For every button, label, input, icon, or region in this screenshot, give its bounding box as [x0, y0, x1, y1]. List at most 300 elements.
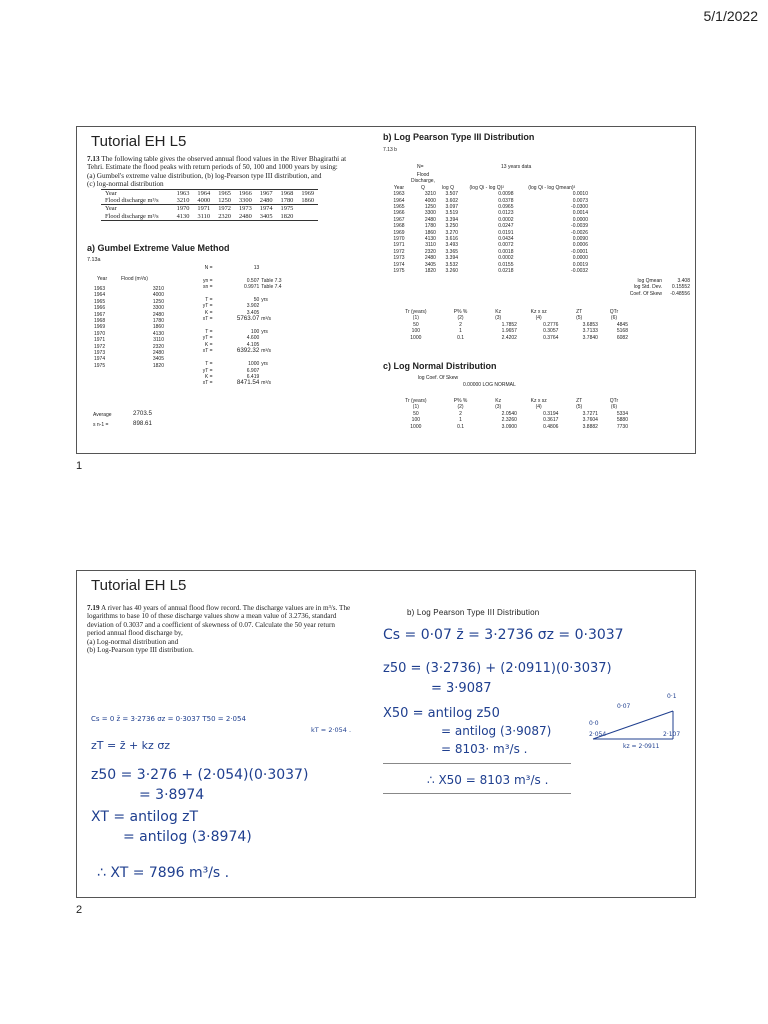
table-cell: (2): [457, 404, 464, 411]
table-cell: Year: [105, 190, 117, 197]
table-cell: 1967: [393, 216, 405, 223]
table-cell: 100: [250, 329, 260, 336]
table-cell: 4000: [197, 197, 211, 205]
table-cell: 0.0002: [498, 216, 514, 223]
table-cell: 1820: [280, 212, 294, 220]
table-cell: 3.616: [445, 236, 459, 243]
table-cell: N =: [204, 265, 213, 271]
table-cell: 50: [253, 297, 260, 304]
table-cell: 1964: [197, 190, 211, 197]
table-cell: 2480: [238, 212, 252, 220]
std-label: s n-1 =: [93, 422, 109, 428]
table-cell: QTr: [609, 398, 619, 404]
hand-line: Cs = 0 z̄ = 3·2736 σz = 0·3037 T50 = 2·054: [91, 715, 246, 723]
table-cell: 3.365: [445, 248, 459, 255]
table-cell: 3.7133: [582, 328, 598, 335]
table-cell: 1965: [393, 204, 405, 211]
table-cell: (6): [610, 404, 618, 411]
problem-line: deviation of 0.3037 and a coefficient of skewness of 0.07. Calculate the 50 year return: [87, 620, 335, 629]
table-cell: 4130: [152, 330, 164, 337]
table-cell: Kz x sz: [530, 398, 547, 404]
table-cell: Coef. Of Skew: [629, 290, 663, 297]
table-cell: yrs: [261, 329, 268, 336]
problem-line: Tehri. Estimate the flood peaks with return periods of 50, 100 and 1000 years by using:: [87, 163, 338, 172]
table-cell: 3.7604: [582, 417, 598, 424]
problem-line: period annual flood discharge by,: [87, 629, 183, 638]
table-cell: 3.493: [445, 242, 459, 249]
table-cell: xT =: [202, 380, 213, 387]
table-cell: -0.0032: [571, 268, 588, 275]
table-cell: xT =: [202, 316, 213, 323]
table-cell: 0.9971: [243, 284, 260, 291]
n-label: N=: [417, 164, 424, 170]
hand-note: 2·054: [589, 731, 607, 738]
table-cell: 3.394: [445, 255, 459, 262]
table-cell: -0.0300: [571, 204, 588, 211]
table-cell: 1963: [393, 191, 405, 198]
problem-line: A river has 40 years of annual flood flow record. The discharge values are in m³/s. The: [100, 604, 351, 612]
table-cell: (5): [576, 404, 583, 411]
problem-line: logarithms to base 10 of these discharge values show a mean value of 3.2736, standard: [87, 612, 337, 621]
table-cell: 1.9657: [501, 328, 517, 335]
table-cell: 1: [459, 328, 462, 335]
table-cell: K =: [204, 341, 213, 348]
table-cell: P% %: [453, 309, 468, 315]
table-cell: 4000: [152, 292, 164, 299]
table-cell: -0.0039: [571, 223, 588, 230]
table-cell: 2: [459, 321, 462, 328]
table-cell: 1: [459, 417, 462, 424]
lognormal-heading: c) Log Normal Distribution: [383, 361, 497, 371]
table-cell: 0.1: [457, 334, 465, 341]
table-cell: 5168: [616, 328, 628, 335]
table-cell: Tr (years): [405, 398, 427, 404]
table-cell: (1): [412, 404, 419, 411]
table-cell: 4.105: [246, 341, 260, 348]
table-cell: 0.0218: [498, 268, 514, 275]
slide-title: Tutorial EH L5: [91, 577, 187, 594]
table-cell: 3300: [238, 197, 252, 205]
table-cell: -0.0001: [571, 248, 588, 255]
table-cell: 3110: [197, 212, 211, 220]
lp3-table: [389, 172, 589, 275]
table-cell: 1974: [393, 261, 405, 268]
table-row: [101, 213, 318, 221]
table-cell: 1.7852: [501, 321, 517, 328]
table-cell: 1973: [94, 350, 106, 357]
slide-1: [76, 126, 696, 454]
table-cell: T =: [205, 361, 213, 368]
table-cell: QTr: [609, 309, 619, 315]
table-cell: [297, 205, 318, 213]
table-cell: 1969: [301, 190, 315, 197]
lp3-heading: b) Log Pearson Type III Distribution: [407, 608, 540, 617]
table-cell: 5880: [616, 417, 628, 424]
table-cell: [297, 213, 318, 221]
table-cell: Table 7.3: [261, 277, 282, 284]
table-cell: 1966: [94, 305, 106, 312]
table-cell: Flood discharge m³/s: [105, 197, 159, 205]
table-cell: 5763.07: [236, 315, 260, 323]
table-cell: 50: [413, 410, 419, 417]
table-cell: yT =: [202, 367, 213, 374]
problem-text: [87, 155, 377, 189]
table-cell: 3300: [424, 210, 436, 217]
table-cell: 2480: [424, 255, 436, 262]
underline: [383, 793, 571, 794]
table-cell: 3.7840: [582, 334, 598, 341]
table-cell: 1967: [259, 190, 273, 197]
table-cell: 0.0965: [498, 204, 514, 211]
hand-line: ∴ X50 = 8103 m³/s .: [427, 773, 549, 787]
print-date: 5/1/2022: [703, 8, 758, 24]
table-row: [93, 363, 165, 369]
table-cell: (5): [576, 315, 583, 322]
table-cell: 2320: [152, 343, 164, 350]
table-cell: log Qmean: [637, 278, 663, 284]
table-cell: log Q: [442, 184, 454, 191]
table-cell: 0.4806: [543, 423, 559, 430]
table-cell: 0.0018: [498, 248, 514, 255]
table-cell: 3.532: [445, 261, 459, 268]
table-cell: 0.0098: [498, 191, 514, 198]
table-cell: 4000: [424, 197, 436, 204]
table-cell: yrs: [261, 297, 268, 304]
problem-number: 7.13: [87, 155, 100, 163]
table-cell: 0.0073: [572, 197, 588, 204]
table-cell: 50: [413, 321, 419, 328]
hand-note: 0·1: [667, 693, 677, 700]
hand-note: kz = 2·0911: [623, 743, 660, 750]
problem-line: The following table gives the observed annual flood values in the River Bhagirathi at: [101, 155, 347, 163]
table-cell: 1000: [248, 361, 260, 368]
hand-line: kT = 2·054 .: [311, 726, 352, 734]
table-cell: 3110: [153, 337, 164, 344]
table-cell: 3210: [424, 191, 436, 198]
table-cell: 1970: [94, 330, 106, 337]
hand-line: = antilog (3·9087): [441, 724, 552, 738]
interpolation-sketch: [587, 699, 687, 759]
table-cell: 2.4202: [501, 334, 517, 341]
table-cell: ZT: [576, 309, 583, 315]
table-cell: 0.0000: [572, 216, 588, 223]
sheet-label: 7.13a: [87, 257, 101, 263]
table-cell: 2.3260: [501, 417, 517, 424]
table-cell: m³/s: [261, 316, 271, 323]
std-value: 898.61: [133, 420, 152, 427]
table-cell: (3): [495, 404, 502, 411]
table-cell: 3.6853: [582, 321, 598, 328]
table-cell: Kz x sz: [530, 309, 547, 315]
table-cell: 1965: [218, 190, 231, 197]
table-cell: 1966: [393, 210, 405, 217]
table-cell: (4): [535, 315, 542, 322]
data-label: 13 years data: [501, 164, 532, 170]
table-cell: 3.270: [445, 229, 459, 236]
table-cell: 2320: [424, 248, 436, 255]
table-cell: ZT: [576, 398, 583, 404]
hand-line: = 3·9087: [431, 681, 492, 696]
hand-line: X50 = antilog z50: [383, 706, 500, 721]
table-cell: 2480: [152, 350, 164, 357]
table-cell: 3300: [152, 305, 164, 312]
coef-label: log Coef. Of Skew: [417, 375, 459, 381]
table-cell: m³/s: [261, 348, 271, 355]
table-cell: 3.507: [445, 191, 459, 198]
average-value: 2703.5: [133, 410, 152, 417]
sheet-label: 7.13 b: [383, 147, 397, 153]
table-cell: 100: [411, 328, 421, 335]
gumbel-calc-table: [191, 265, 303, 387]
table-cell: 13: [253, 265, 260, 271]
slide-2: [76, 570, 696, 898]
table-cell: 3405: [259, 212, 273, 220]
slide-title: Tutorial EH L5: [91, 133, 187, 150]
table-cell: 1860: [424, 229, 436, 236]
table-cell: 0.0434: [498, 236, 514, 243]
table-cell: Table 7.4: [261, 284, 282, 291]
table-cell: 1965: [94, 298, 106, 305]
table-cell: 0.0014: [572, 210, 588, 217]
table-cell: 1975: [393, 268, 405, 275]
table-cell: 0.0000: [572, 255, 588, 262]
table-cell: 2320: [218, 212, 231, 220]
hand-line: XT = antilog zT: [91, 809, 199, 825]
table-cell: 0.0191: [498, 229, 514, 236]
table-cell: 3.602: [445, 197, 459, 204]
table-cell: 1972: [218, 205, 231, 213]
table-cell: 8471.54: [236, 379, 260, 387]
table-cell: 1250: [218, 197, 231, 205]
table-cell: 2480: [424, 216, 436, 223]
table-cell: (3): [495, 315, 502, 322]
table-cell: 3.519: [445, 210, 459, 217]
table-cell: Flood Discharge, Q: [411, 172, 435, 191]
table-cell: 0.507: [246, 277, 260, 284]
table-cell: -0.0026: [571, 229, 588, 236]
gumbel-data-table: [93, 286, 165, 369]
hand-note: 0·0: [589, 720, 599, 727]
table-cell: 3.0900: [501, 423, 517, 430]
table-cell: 3405: [424, 261, 436, 268]
table-cell: Year: [393, 184, 405, 191]
problem-data-table: [101, 189, 318, 221]
table-cell: (4): [535, 404, 542, 411]
table-cell: 3.408: [677, 278, 690, 284]
table-cell: 1974: [259, 205, 273, 213]
gumbel-heading: a) Gumbel Extreme Value Method: [87, 243, 230, 253]
table-cell: K =: [204, 373, 213, 380]
table-cell: 1250: [424, 204, 436, 211]
table-cell: Flood discharge m³/s: [105, 212, 159, 220]
table-cell: 1966: [238, 190, 252, 197]
table-cell: 1968: [280, 190, 294, 197]
problem-line: (a) Log-normal distribution and: [87, 637, 179, 646]
table-cell: 1974: [94, 356, 106, 363]
table-cell: xT =: [202, 348, 213, 355]
table-cell: 1971: [393, 242, 405, 249]
problem-line: (a) Gumbel's extreme value distribution, (b) log-Pearson type III distribution, and: [87, 171, 322, 180]
table-cell: 0.2776: [543, 321, 559, 328]
table-cell: 1967: [94, 311, 106, 318]
table-cell: 0.3057: [543, 328, 559, 335]
table-row: [389, 424, 629, 430]
table-cell: 3.097: [445, 204, 459, 211]
table-cell: m³/s: [261, 380, 271, 387]
hand-note: 0·07: [617, 703, 631, 710]
hand-line: ∴ XT = 7896 m³/s .: [97, 865, 230, 881]
table-cell: 1780: [280, 197, 294, 205]
table-cell: 0.3764: [543, 334, 559, 341]
table-cell: 4130: [424, 236, 436, 243]
table-cell: 3210: [152, 286, 164, 292]
hand-note: 2·107: [663, 731, 681, 738]
table-cell: 1971: [94, 337, 106, 344]
coef-value: 0.00000 LOG NORMAL: [463, 382, 516, 388]
table-row: [389, 335, 629, 341]
problem-line: (b) Log-Pearson type III distribution.: [87, 646, 194, 655]
hand-line: z50 = (3·2736) + (2·0911)(0·3037): [383, 661, 612, 676]
table-cell: 0.0155: [498, 261, 514, 268]
table-cell: 100: [411, 417, 421, 424]
table-cell: 0.0378: [498, 197, 514, 204]
table-cell: 3.250: [445, 223, 459, 230]
table-cell: Kz: [495, 398, 502, 404]
table-cell: 3.7271: [582, 410, 598, 417]
table-cell: 2480: [259, 197, 273, 205]
problem-number: 7.19: [87, 604, 100, 612]
table-row: [101, 190, 318, 198]
table-cell: (6): [610, 315, 618, 322]
table-cell: (log Qi - log Qmean)³: [528, 184, 576, 191]
table-cell: 0.3617: [543, 417, 559, 424]
table-cell: Tr (years): [405, 309, 427, 315]
page-number: 1: [76, 460, 83, 472]
table-cell: T =: [205, 329, 213, 336]
table-cell: log Std. Dev.: [633, 284, 663, 291]
table-cell: 1860: [152, 324, 164, 331]
table-cell: (1): [412, 315, 419, 322]
table-cell: yrs: [261, 361, 268, 368]
table-cell: -0.48556: [670, 290, 690, 297]
table-cell: 1972: [393, 248, 405, 255]
lp3-stats: [619, 278, 691, 297]
table-row: [101, 205, 318, 213]
table-cell: 6392.32: [236, 347, 260, 355]
table-cell: 4130: [176, 212, 190, 220]
table-cell: 1973: [238, 205, 252, 213]
table-cell: (2): [457, 315, 464, 322]
table-cell: 0.0247: [498, 223, 514, 230]
table-cell: 3.260: [445, 268, 459, 275]
table-cell: 2.0540: [501, 410, 517, 417]
table-cell: 1780: [424, 223, 436, 230]
table-cell: 4.600: [246, 335, 260, 342]
table-cell: 0.15552: [671, 284, 690, 291]
lp3-results-table: [389, 309, 629, 341]
gumbel-sheet: [87, 257, 352, 443]
table-cell: 1970: [393, 236, 405, 243]
hand-line: = 8103· m³/s .: [441, 742, 528, 756]
table-cell: 4845: [616, 321, 628, 328]
table-cell: 0.0072: [498, 242, 514, 249]
table-cell: 2480: [152, 311, 164, 318]
table-cell: 3.902: [246, 303, 260, 310]
table-cell: (log Qi - log Q)²: [469, 184, 504, 191]
table-cell: 1969: [94, 324, 106, 331]
table-cell: 0.0019: [572, 261, 588, 268]
col-year-header: Year: [97, 276, 108, 282]
lp3-heading: b) Log Pearson Type III Distribution: [383, 132, 535, 142]
table-cell: K =: [204, 309, 213, 316]
average-label: Average: [93, 412, 112, 418]
table-cell: Year: [105, 205, 117, 213]
table-cell: 1972: [94, 343, 106, 350]
table-cell: 1968: [94, 318, 106, 325]
table-cell: Kz: [495, 309, 502, 315]
table-cell: 0.3194: [543, 410, 559, 417]
table-cell: 0.1: [457, 423, 465, 430]
table-cell: 1975: [94, 362, 106, 369]
underline: [383, 763, 571, 764]
table-cell: 1969: [393, 229, 405, 236]
table-cell: 3110: [425, 242, 436, 249]
hand-line: z50 = 3·276 + (2·054)(0·3037): [91, 767, 309, 783]
hand-line: = 3·8974: [139, 787, 205, 803]
lognormal-sheet: [383, 374, 683, 448]
table-cell: 1964: [94, 292, 106, 299]
table-cell: 3.394: [445, 216, 459, 223]
table-cell: 1820: [424, 268, 436, 275]
table-cell: 0.0090: [572, 236, 588, 243]
table-cell: 0.0010: [572, 191, 588, 198]
problem-line: (c) log-normal distribution: [87, 180, 164, 189]
col-flood-header: Flood (m³/s): [121, 276, 148, 282]
table-cell: 1973: [393, 255, 405, 262]
table-cell: 3405: [152, 356, 164, 363]
table-row: [619, 291, 691, 297]
table-cell: 3210: [176, 197, 190, 205]
table-row: [389, 268, 589, 274]
lognormal-results-table: [389, 398, 629, 430]
table-cell: 6082: [616, 334, 628, 341]
table-cell: 2: [459, 410, 462, 417]
table-cell: 1971: [197, 205, 211, 213]
table-cell: P% %: [453, 398, 468, 404]
table-cell: 3.8882: [582, 423, 598, 430]
table-cell: 1780: [152, 318, 164, 325]
table-cell: 1970: [176, 205, 190, 213]
hand-line: zT = z̄ + kz σz: [91, 739, 171, 752]
table-header-row: [389, 172, 589, 191]
table-cell: 1964: [393, 197, 405, 204]
table-cell: 1820: [152, 362, 164, 369]
lp3-sheet: [383, 147, 691, 341]
table-row: [101, 197, 318, 205]
hand-line: Cs = 0·07 z̄ = 3·2736 σz = 0·3037: [383, 627, 624, 643]
table-cell: 1975: [280, 205, 294, 213]
table-cell: 0.0006: [572, 242, 588, 249]
table-cell: 5334: [616, 410, 628, 417]
table-row: [191, 380, 303, 386]
table-cell: 1000: [410, 423, 422, 430]
problem-text: [87, 604, 387, 654]
table-cell: 1963: [176, 190, 190, 197]
table-cell: 1250: [152, 298, 164, 305]
table-cell: yT =: [202, 303, 213, 310]
table-cell: 3.405: [246, 309, 260, 316]
table-cell: 0.0002: [498, 255, 514, 262]
